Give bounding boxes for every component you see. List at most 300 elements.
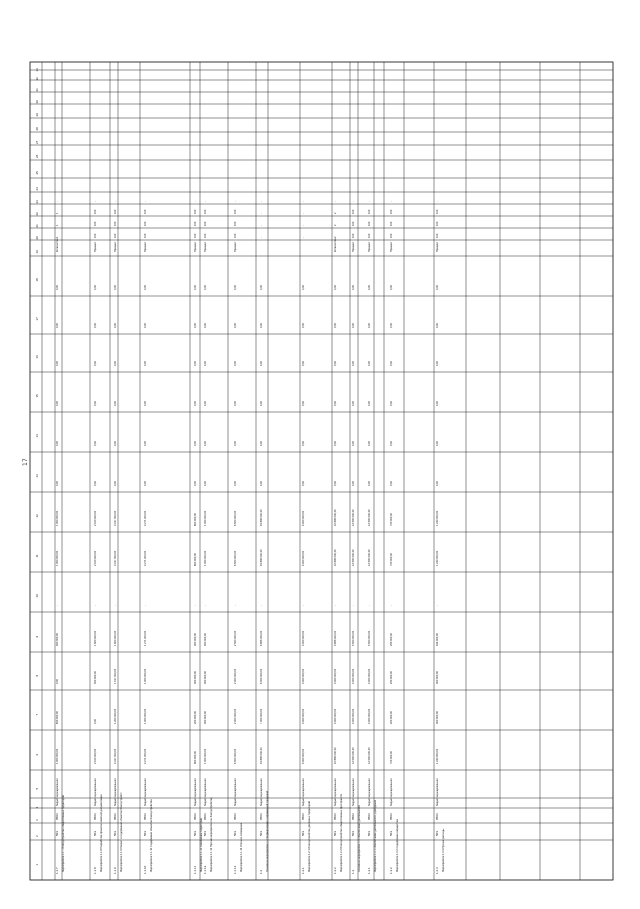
row-value: 1 600 000,00: [114, 630, 117, 646]
row-unit: Процент: [368, 241, 371, 252]
row-value: 800 000,00: [194, 751, 197, 764]
row-value: 0,00: [390, 480, 393, 486]
row-target: 100: [194, 209, 197, 214]
row-value: 4 000 000,00: [368, 668, 371, 684]
row-value: 0,00: [368, 400, 371, 406]
row-value: 0,00: [334, 360, 337, 366]
row-value: 0,00: [94, 322, 97, 328]
row-value: 0,00: [94, 360, 97, 366]
row-value: 0,00: [436, 480, 439, 486]
row-value: 0,00: [94, 440, 97, 446]
row-subsection: 0503: [333, 813, 337, 820]
row-source: Бюджет муниципального: [260, 778, 263, 806]
row-value: 1 000 000,00: [144, 708, 147, 724]
row-value: 0,00: [352, 440, 355, 446]
row-value: 0,00: [352, 480, 355, 486]
row-target: -: [390, 201, 393, 202]
row-value: 0,00: [436, 440, 439, 446]
header-number: 13: [35, 474, 39, 478]
row-target: -: [260, 201, 263, 202]
row-value: -: [352, 605, 355, 606]
row-value: 0,00: [204, 440, 207, 446]
header-number: 7: [35, 713, 39, 716]
row-subsection: 0503: [113, 813, 117, 820]
row-code: 1.1.13: [233, 865, 237, 874]
row-code: 1.1.8: [93, 867, 97, 874]
row-value: 0,00: [144, 284, 147, 290]
row-value: 12 500 000,00: [368, 747, 371, 764]
row-value: 19 806 000,00: [260, 509, 263, 526]
row-value: 0,00: [94, 718, 97, 724]
row-value: 4 000 000,00: [334, 708, 337, 724]
row-target: 1: [56, 224, 59, 226]
row-subsection: 0503: [143, 813, 147, 820]
row-value: 0,00: [390, 400, 393, 406]
row-unit: Процент: [234, 241, 237, 252]
header-number: 3: [35, 819, 39, 821]
row-value: 0,00: [302, 440, 305, 446]
row-unit: Процент: [194, 241, 197, 252]
row-target: 100: [390, 221, 393, 226]
row-value: 0,00: [56, 322, 59, 328]
row-value: 0,00: [56, 480, 59, 486]
row-value: 2 000 000,00: [234, 668, 237, 684]
row-value: 1 223 000,00: [436, 748, 439, 764]
row-target: -: [56, 201, 59, 202]
row-value: 0,00: [260, 440, 263, 446]
row-target: -: [260, 237, 263, 238]
row-target: 2: [334, 236, 337, 238]
row-target: 100: [436, 233, 439, 238]
row-unit: Процент: [144, 241, 147, 252]
row-code: 1.2: [259, 869, 263, 874]
row-value: 0,00: [144, 322, 147, 328]
row-value: -: [144, 605, 147, 606]
row-value: 0,00: [390, 360, 393, 366]
row-value: 0,00: [352, 284, 355, 290]
row-value: 0,00: [56, 440, 59, 446]
row-value: 700 000,00: [390, 553, 393, 566]
row-name: Мероприятие 1.3.2 Содержание имущества: [396, 819, 399, 872]
row-target: 100: [114, 233, 117, 238]
header-number: 11: [35, 554, 39, 558]
row-value: 4 000 000,00: [368, 708, 371, 724]
row-value: 250 000,00: [390, 671, 393, 684]
row-value: -: [390, 605, 393, 606]
row-code: 1.1.11: [193, 865, 197, 874]
row-value: 12 500 000,00: [352, 747, 355, 764]
row-value: 3 271 000,00: [144, 510, 147, 526]
row-target: 100: [94, 221, 97, 226]
row-target: -: [204, 201, 207, 202]
row-source: Бюджет муниципального: [334, 778, 337, 806]
row-value: 1 000 000,00: [56, 550, 59, 566]
row-value: 0,00: [368, 440, 371, 446]
row-value: 300 000,00: [194, 633, 197, 646]
row-target: 100: [114, 209, 117, 214]
row-name: Мероприятие 1.1.9 Ремонт и содержание объектов благоустройст: [120, 792, 123, 872]
row-source: Бюджет муниципального: [114, 778, 117, 806]
header-number: 4: [35, 806, 39, 809]
row-target: 2: [334, 212, 337, 214]
row-value: 0,00: [334, 480, 337, 486]
row-code: 1.1.12: [203, 865, 207, 874]
row-value: -: [204, 605, 207, 606]
row-gp: 503: [55, 830, 59, 836]
row-target: -: [94, 201, 97, 202]
header-number: 24: [35, 187, 39, 191]
row-value: 0,00: [194, 284, 197, 290]
row-value: 3 000 000,00: [302, 708, 305, 724]
row-value: 0,00: [334, 400, 337, 406]
row-value: 0,00: [204, 480, 207, 486]
header-number: 26: [35, 154, 39, 158]
table-frame: [30, 62, 613, 880]
row-target: 100: [390, 209, 393, 214]
row-value: 4 317 000,00: [114, 550, 117, 566]
row-value: 0,00: [194, 440, 197, 446]
row-value: -: [302, 605, 305, 606]
header-number: 19: [35, 250, 39, 254]
header-number: 30: [35, 100, 39, 104]
row-value: 0,00: [260, 284, 263, 290]
row-code: 1.1.10: [143, 865, 147, 874]
row-value: 0,00: [56, 400, 59, 406]
row-value: 0,00: [204, 400, 207, 406]
row-code: 1.1.9: [113, 867, 117, 874]
row-value: 0,00: [114, 284, 117, 290]
row-target: 100: [204, 209, 207, 214]
row-name: Мероприятие 1.3.1 Обеспечение деятельности учреждения: [374, 799, 377, 872]
row-value: 0,00: [234, 480, 237, 486]
row-value: 0,00: [114, 480, 117, 486]
row-value: -: [260, 605, 263, 606]
row-value: 200 000,00: [390, 711, 393, 724]
row-target: 100: [368, 221, 371, 226]
row-value: -: [368, 605, 371, 606]
row-value: -: [114, 605, 117, 606]
row-value: 12 500 000,00: [352, 549, 355, 566]
row-value: 4 000 000,00: [352, 668, 355, 684]
header-number: 15: [35, 394, 39, 398]
row-value: 0,00: [114, 400, 117, 406]
row-subsection: 0503: [351, 813, 355, 820]
row-value: 400 000,00: [436, 711, 439, 724]
row-target: -: [302, 201, 305, 202]
header-number: 12: [35, 514, 39, 518]
row-value: 4 317 000,00: [114, 748, 117, 764]
row-value: 0,00: [194, 322, 197, 328]
row-target: -: [144, 201, 147, 202]
header-number: 20: [35, 236, 39, 240]
row-target: 100: [204, 233, 207, 238]
row-gp: 503: [435, 830, 439, 836]
row-target: 100: [194, 221, 197, 226]
row-subsection: 0503: [435, 813, 439, 820]
row-value: 1 223 000,00: [436, 510, 439, 526]
row-source: Бюджет муниципального: [144, 778, 147, 806]
row-unit: Процент: [94, 241, 97, 252]
row-value: 0,00: [204, 322, 207, 328]
row-value: 9 000 000,00: [302, 510, 305, 526]
row-name: Мероприятие 1.1.11 Озеленение территории: [200, 817, 203, 872]
row-source: Бюджет муниципального: [302, 778, 305, 806]
row-value: 0,00: [144, 360, 147, 366]
row-subsection: 0503: [389, 813, 393, 820]
row-value: 2 100 000,00: [94, 748, 97, 764]
row-value: 0,00: [352, 322, 355, 328]
row-target: 100: [234, 221, 237, 226]
row-target: 100: [352, 209, 355, 214]
row-source: Бюджет муниципального: [234, 778, 237, 806]
row-value: 6 500 000,00: [234, 510, 237, 526]
row-value: 0,00: [204, 284, 207, 290]
row-gp: 503: [203, 830, 207, 836]
row-value: 800 000,00: [194, 553, 197, 566]
row-value: 0,00: [302, 322, 305, 328]
row-gp: 503: [93, 830, 97, 836]
row-value: 0,00: [194, 480, 197, 486]
row-value: 2 100 000,00: [94, 510, 97, 526]
row-value: 4 317 000,00: [114, 510, 117, 526]
row-target: -: [436, 201, 439, 202]
row-value: 0,00: [334, 440, 337, 446]
row-gp: 503: [233, 830, 237, 836]
row-value: 1 000 000,00: [56, 510, 59, 526]
row-target: 100: [144, 221, 147, 226]
row-name: Мероприятие 1.1.12 Прочие мероприятия по благоустройству: [210, 797, 213, 872]
row-value: 0,00: [436, 284, 439, 290]
header-number: 10: [35, 594, 39, 598]
row-value: 0,00: [302, 360, 305, 366]
row-value: 400 000,00: [56, 633, 59, 646]
row-name: Мероприятие 1.1.7 Благоустройство общественных территорий: [62, 795, 65, 872]
row-value: -: [56, 605, 59, 606]
row-target: -: [234, 201, 237, 202]
row-value: 4 500 000,00: [368, 630, 371, 646]
row-value: 3 000 000,00: [334, 668, 337, 684]
row-value: 0,00: [334, 284, 337, 290]
row-target: -: [302, 213, 305, 214]
row-value: 10 806 000,00: [334, 747, 337, 764]
row-value: 10 806 000,00: [334, 509, 337, 526]
row-value: 1 223 000,00: [436, 550, 439, 566]
page-number: 17: [22, 458, 29, 466]
row-value: 0,00: [334, 322, 337, 328]
row-value: 700 000,00: [390, 751, 393, 764]
row-value: 0,00: [194, 400, 197, 406]
row-value: 300 000,00: [204, 711, 207, 724]
row-target: 100: [94, 209, 97, 214]
row-value: 0,00: [390, 440, 393, 446]
row-value: 1 000 000,00: [144, 668, 147, 684]
row-target: -: [352, 201, 355, 202]
row-target: 100: [234, 209, 237, 214]
row-value: 0,00: [352, 400, 355, 406]
row-value: 0,00: [390, 284, 393, 290]
header-number: 28: [35, 127, 39, 131]
row-value: 6 500 000,00: [234, 748, 237, 764]
row-gp: 503: [367, 830, 371, 836]
row-code: 1.3: [351, 869, 355, 874]
row-value: 1 600 000,00: [94, 630, 97, 646]
row-target: 100: [194, 233, 197, 238]
row-value: 1 200 000,00: [114, 708, 117, 724]
row-value: 500 000,00: [94, 671, 97, 684]
row-name: Основное мероприятие 1.3 Обеспечение деятельности: [358, 805, 361, 872]
row-value: 0,00: [144, 480, 147, 486]
row-value: 3 806 000,00: [334, 630, 337, 646]
row-value: 0,00: [302, 284, 305, 290]
row-target: 100: [204, 221, 207, 226]
row-unit: Процент: [436, 241, 439, 252]
row-name: Мероприятие 1.1.8 Разработка проектно-сметной документации: [100, 794, 103, 872]
row-unit: Количество: [56, 238, 59, 252]
row-value: 0,00: [204, 360, 207, 366]
row-value: 19 806 000,00: [260, 747, 263, 764]
row-value: 0,00: [144, 440, 147, 446]
row-source: Бюджет муниципального: [368, 778, 371, 806]
row-target: 100: [436, 209, 439, 214]
header-number: 22: [35, 212, 39, 216]
row-value: 6 000 000,00: [260, 668, 263, 684]
row-value: 0,00: [368, 284, 371, 290]
header-number: 5: [35, 787, 39, 790]
row-source: Бюджет муниципального: [204, 778, 207, 806]
row-gp: 503: [193, 830, 197, 836]
header-number: 18: [35, 278, 39, 282]
row-gp: 503: [143, 830, 147, 836]
row-name: Мероприятие 1.1.13 Уличное освещение: [240, 822, 243, 872]
row-value: 0,00: [390, 322, 393, 328]
row-value: 0,00: [144, 400, 147, 406]
row-name: Мероприятие 1.2.1 Благоустройство дворовых территорий: [308, 801, 311, 872]
row-value: 0,00: [260, 480, 263, 486]
row-value: -: [94, 605, 97, 606]
row-value: 400 000,00: [436, 671, 439, 684]
row-target: 100: [352, 221, 355, 226]
row-subsection: 0503: [55, 813, 59, 820]
row-target: 100: [114, 221, 117, 226]
header-number: 27: [35, 140, 39, 144]
row-unit: Количество: [334, 238, 337, 252]
row-value: 1 271 000,00: [144, 630, 147, 646]
row-target: 100: [94, 233, 97, 238]
row-target: 100: [436, 221, 439, 226]
row-value: 2 500 000,00: [234, 630, 237, 646]
row-gp: 503: [389, 830, 393, 836]
row-gp: 503: [301, 830, 305, 836]
row-value: 9 000 000,00: [302, 748, 305, 764]
row-value: 0,00: [260, 400, 263, 406]
row-target: -: [194, 201, 197, 202]
row-source: Бюджет муниципального: [390, 778, 393, 806]
row-value: 300 000,00: [194, 671, 197, 684]
row-value: 0,00: [234, 440, 237, 446]
header-number: 29: [35, 113, 39, 117]
row-gp: 503: [259, 830, 263, 836]
row-code: 1.3.1: [367, 867, 371, 874]
row-name: Мероприятие 1.1.10 Содержание объектов благоустройства: [150, 799, 153, 872]
row-value: 0,00: [56, 284, 59, 290]
row-value: 700 000,00: [390, 513, 393, 526]
row-value: 0,00: [56, 360, 59, 366]
row-value: 2 000 000,00: [234, 708, 237, 724]
row-gp: 503: [333, 830, 337, 836]
row-code: 1.1.7: [55, 867, 59, 874]
row-name: Основное мероприятие 1.2 Формирование современной городской: [266, 790, 269, 872]
row-target: 100: [144, 233, 147, 238]
row-code: 1.3.2: [389, 867, 393, 874]
row-name: Мероприятие 1.3.3 Прочие расходы: [442, 828, 445, 872]
row-value: 1 000 000,00: [204, 510, 207, 526]
header-number: 2: [35, 835, 39, 837]
row-target: 1: [56, 212, 59, 214]
header-number: 23: [35, 200, 39, 204]
row-value: 6 806 000,00: [260, 630, 263, 646]
header-number: 16: [35, 355, 39, 359]
row-value: 3 000 000,00: [302, 630, 305, 646]
header-number: 21: [35, 224, 39, 228]
row-value: 0,00: [194, 360, 197, 366]
row-value: 2 100 000,00: [94, 550, 97, 566]
row-target: 2: [334, 224, 337, 226]
row-value: 3 271 000,00: [144, 748, 147, 764]
row-subsection: 0503: [233, 813, 237, 820]
row-value: 0,00: [436, 322, 439, 328]
row-subsection: 0503: [193, 813, 197, 820]
row-target: -: [302, 237, 305, 238]
row-value: -: [194, 605, 197, 606]
row-target: -: [114, 201, 117, 202]
row-value: -: [334, 605, 337, 606]
row-value: 0,00: [234, 360, 237, 366]
row-value: 0,00: [436, 400, 439, 406]
row-source: Бюджет муниципального: [352, 778, 355, 806]
row-source: Бюджет муниципального: [194, 778, 197, 806]
row-code: 1.3.3: [435, 867, 439, 874]
row-value: 1 000 000,00: [56, 748, 59, 764]
row-value: -: [234, 605, 237, 606]
row-value: 0,00: [234, 284, 237, 290]
row-value: 0,00: [260, 322, 263, 328]
header-number: 31: [35, 88, 39, 92]
row-value: 0,00: [368, 480, 371, 486]
row-value: 0,00: [302, 400, 305, 406]
row-value: 3 000 000,00: [302, 668, 305, 684]
row-source: Бюджет муниципального: [94, 778, 97, 806]
row-subsection: 0503: [93, 813, 97, 820]
row-value: 4 000 000,00: [352, 708, 355, 724]
row-value: 9 000 000,00: [302, 550, 305, 566]
row-unit: Процент: [204, 241, 207, 252]
row-target: 100: [390, 233, 393, 238]
row-value: 7 000 000,00: [260, 708, 263, 724]
row-code: 1.2.2: [333, 867, 337, 874]
row-target: -: [302, 225, 305, 226]
row-source: Бюджет муниципального: [436, 778, 439, 806]
row-unit: Процент: [390, 241, 393, 252]
header-number: 14: [35, 434, 39, 438]
row-value: 600 000,00: [56, 711, 59, 724]
row-value: 0,00: [114, 322, 117, 328]
row-value: 0,00: [260, 360, 263, 366]
row-value: 0,00: [302, 480, 305, 486]
row-unit: Процент: [352, 241, 355, 252]
row-gp: 503: [351, 830, 355, 836]
row-value: 12 500 000,00: [352, 509, 355, 526]
row-value: 6 500 000,00: [234, 550, 237, 566]
